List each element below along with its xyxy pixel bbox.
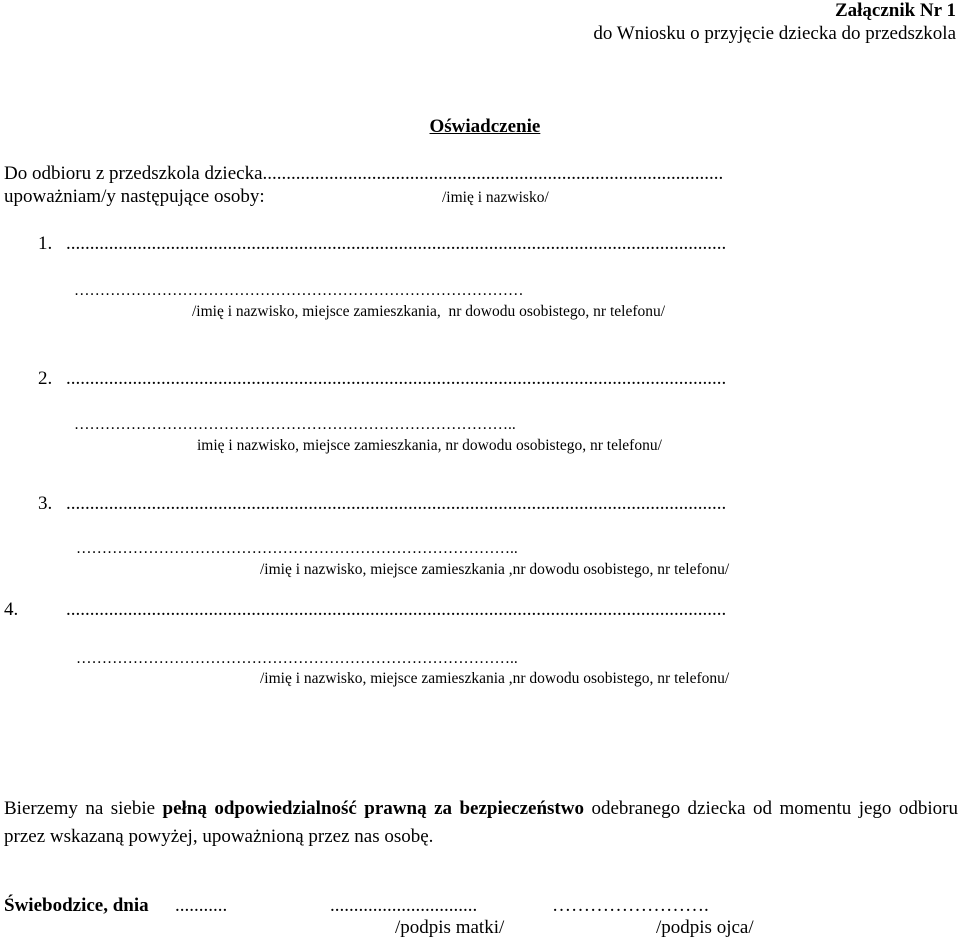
person-4-number: 4. [4, 599, 19, 620]
person-4-dots: ........................................................................................................................................... [66, 599, 727, 620]
father-signature-line: ……………………. [552, 895, 709, 916]
person-4-caption: /imię i nazwisko, miejsce zamieszkania ,nr dowodu osobistego, nr telefonu/ [260, 670, 730, 687]
mother-signature-line: ............................... [330, 895, 478, 916]
document-title [420, 94, 540, 138]
mother-signature-caption: /podpis matki/ [395, 917, 505, 938]
person-1-dashes: …………………………………………………………………………… [74, 282, 524, 299]
annex-title: Załącznik Nr 1 [834, 0, 956, 21]
person-3-dashes: ………………………………………………………………………….. [76, 540, 518, 557]
person-2-dashes: ………………………………………………………………………….. [74, 416, 516, 433]
person-1-number: 1. [38, 233, 53, 254]
declaration-text-end: odebranego dziecka od momentu jego odbioru przez wskazaną powyżej, upoważnioną przez nas osobę. [4, 798, 959, 847]
person-3-caption: /imię i nazwisko, miejsce zamieszkania ,nr dowodu osobistego, nr telefonu/ [260, 561, 730, 578]
person-4-dashes: ………………………………………………………………………….. [76, 650, 518, 667]
declaration-text-start: Bierzemy na siebie [4, 798, 163, 819]
person-3-dots: ........................................................................................................................................... [66, 493, 727, 514]
authorization-text: upoważniam/y następujące osoby: [4, 186, 265, 207]
declaration-paragraph [4, 795, 958, 851]
person-2-number: 2. [38, 368, 53, 389]
date-dots: ........... [175, 895, 228, 916]
place-date-label: Świebodzice, dnia [4, 895, 149, 916]
annex-subtitle: do Wniosku o przyjęcie dziecka do przedszkola [593, 23, 956, 44]
child-name-line: Do odbioru z przedszkola dziecka................................................................................................. [4, 163, 724, 184]
person-3-number: 3. [38, 493, 53, 514]
person-2-caption: imię i nazwisko, miejsce zamieszkania, nr dowodu osobistego, nr telefonu/ [197, 437, 662, 454]
document-title-text: Oświadczenie [429, 116, 541, 137]
child-name-caption: /imię i nazwisko/ [442, 189, 549, 206]
declaration-bold-text: pełną odpowiedzialność prawną za bezpieczeństwo [162, 798, 584, 819]
person-1-caption: /imię i nazwisko, miejsce zamieszkania, nr dowodu osobistego, nr telefonu/ [192, 303, 666, 320]
person-1-dots: ........................................................................................................................................... [66, 233, 727, 254]
person-2-dots: ........................................................................................................................................... [66, 368, 727, 389]
father-signature-caption: /podpis ojca/ [656, 917, 754, 938]
